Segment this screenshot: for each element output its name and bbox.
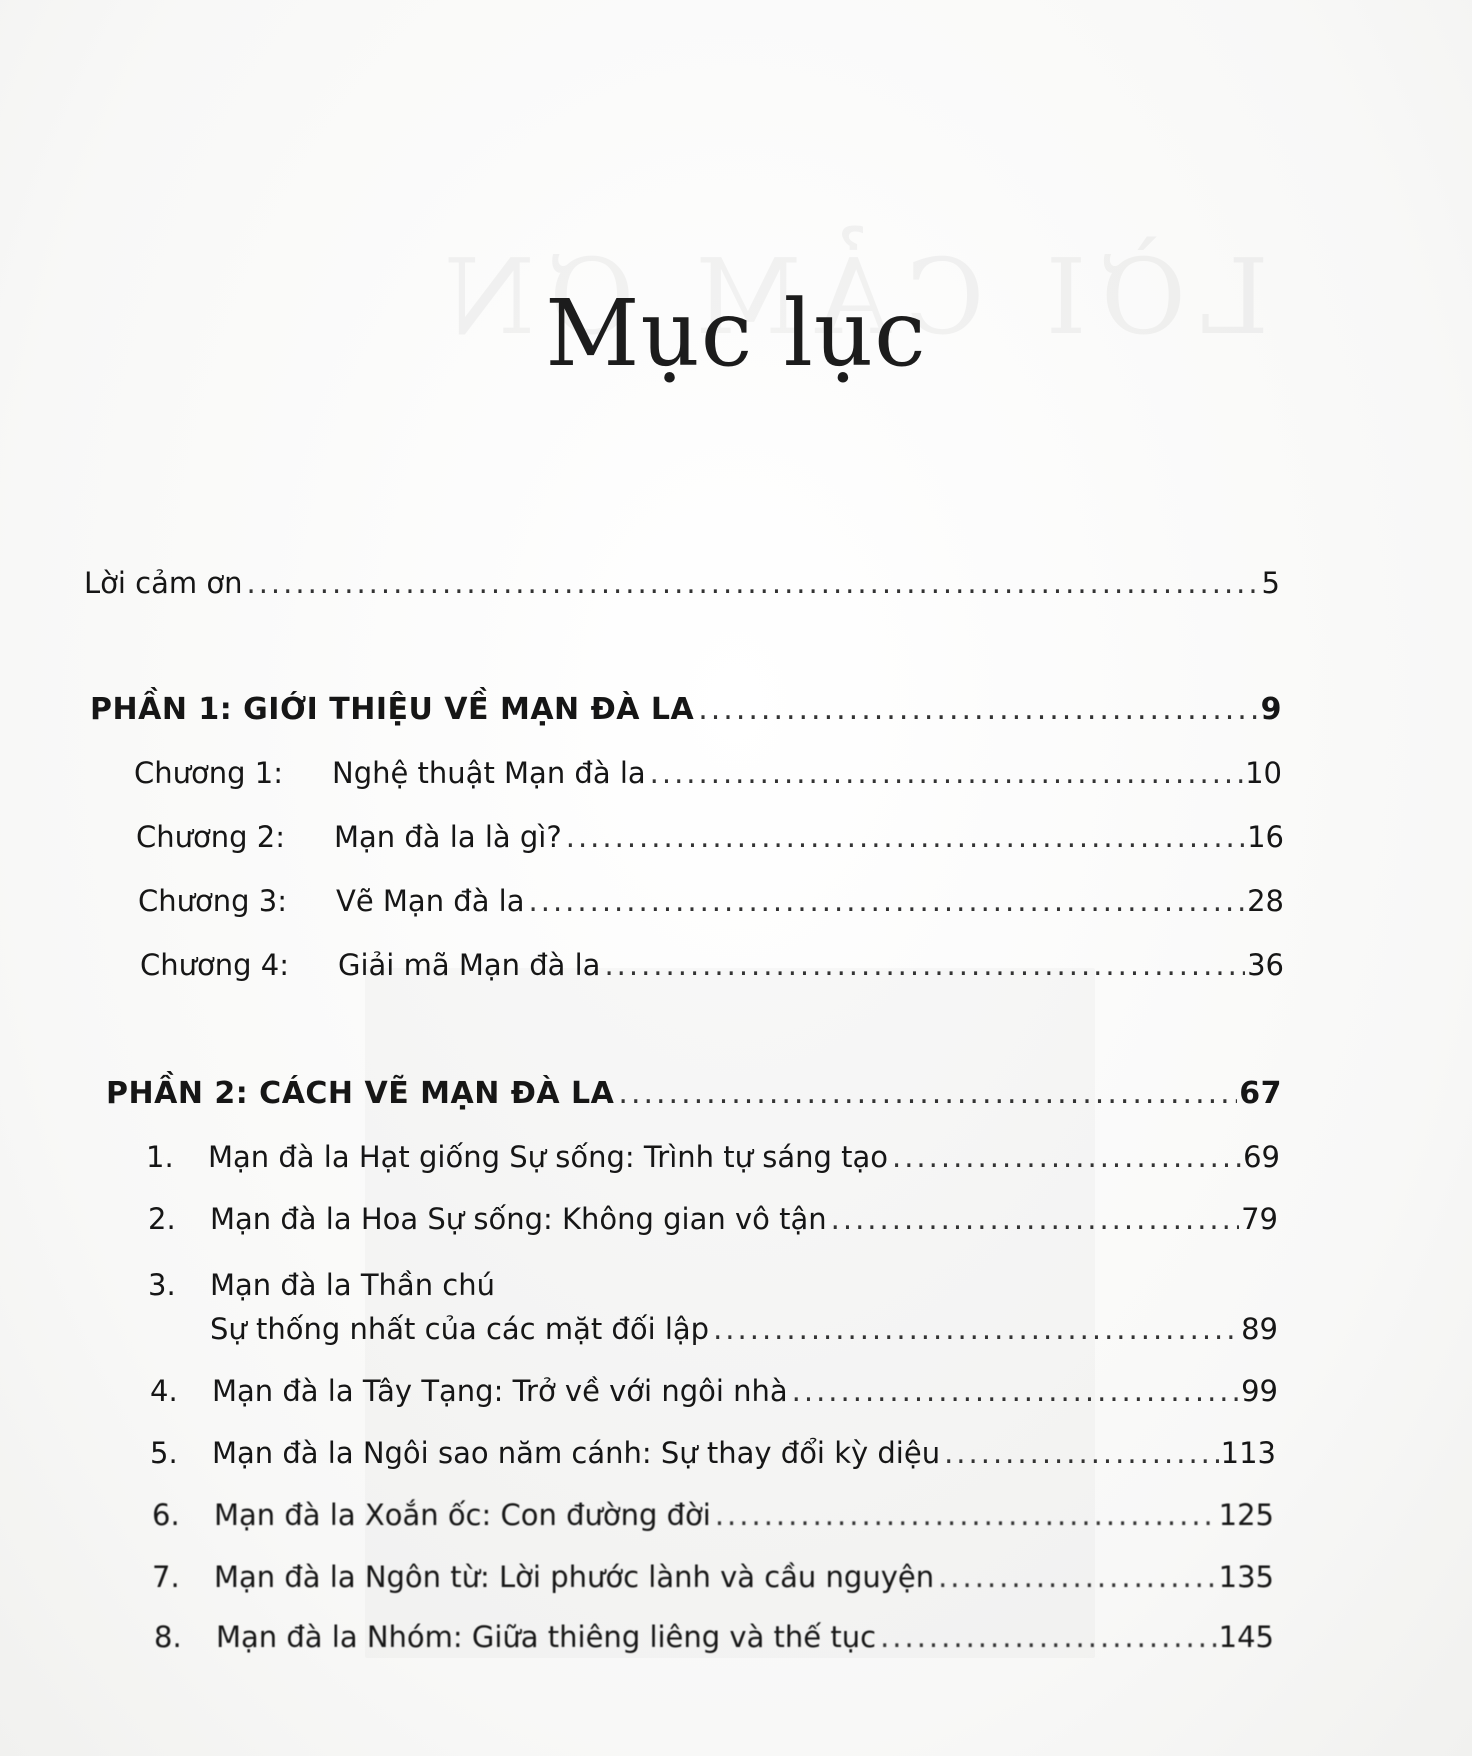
toc-section xyxy=(148,1202,1278,1236)
toc-page-number: 28 xyxy=(1247,884,1284,918)
toc-section xyxy=(154,1620,1274,1654)
dot-leader xyxy=(831,1202,1239,1236)
chapter-title: Nghệ thuật Mạn đà la xyxy=(332,756,646,790)
dot-leader xyxy=(529,884,1246,918)
section-title: Mạn đà la Hạt giống Sự sống: Trình tự sáng tạo xyxy=(208,1140,888,1174)
toc-page-number: 135 xyxy=(1218,1560,1274,1594)
toc-section xyxy=(210,1312,1278,1346)
section-number: 3. xyxy=(148,1268,176,1302)
dot-leader xyxy=(892,1140,1241,1174)
toc-entry-acknowledgements xyxy=(84,566,1280,600)
dot-leader xyxy=(713,1312,1239,1346)
toc-page-number: 113 xyxy=(1220,1436,1276,1470)
toc-page-number: 16 xyxy=(1247,820,1284,854)
section-number: 7. xyxy=(152,1560,180,1594)
dot-leader xyxy=(698,692,1258,727)
section-title: Mạn đà la Nhóm: Giữa thiêng liêng và thế tục xyxy=(216,1620,877,1654)
section-title: Mạn đà la Xoắn ốc: Con đường đời xyxy=(214,1498,711,1532)
section-title: Mạn đà la Ngôn từ: Lời phước lành và cầu nguyện xyxy=(214,1560,935,1594)
section-number: 6. xyxy=(152,1498,180,1532)
section-number: 5. xyxy=(150,1436,178,1470)
toc-section xyxy=(152,1498,1274,1532)
dot-leader xyxy=(650,756,1243,790)
toc-page-number: 125 xyxy=(1218,1498,1274,1532)
chapter-title: Vẽ Mạn đà la xyxy=(336,884,525,918)
toc-page-number: 36 xyxy=(1247,948,1284,982)
toc-page-number: 89 xyxy=(1241,1312,1278,1346)
toc-chapter xyxy=(140,948,1284,982)
toc-part-label: PHẦN 2: CÁCH VẼ MẠN ĐÀ LA xyxy=(106,1076,615,1111)
toc-entry-label: Lời cảm ơn xyxy=(84,566,243,600)
toc-page-number: 9 xyxy=(1260,692,1282,727)
section-number: 4. xyxy=(150,1374,178,1408)
chapter-number: Chương 2: xyxy=(136,820,285,854)
section-number: 1. xyxy=(146,1140,174,1174)
chapter-title: Mạn đà la là gì? xyxy=(334,820,562,854)
toc-chapter xyxy=(136,820,1284,854)
toc-page-number: 10 xyxy=(1245,756,1282,790)
toc-section-title-line1 xyxy=(148,1268,495,1302)
section-number: 2. xyxy=(148,1202,176,1236)
chapter-title: Giải mã Mạn đà la xyxy=(338,948,601,982)
dot-leader xyxy=(944,1436,1219,1470)
chapter-number: Chương 3: xyxy=(138,884,287,918)
toc-page-number: 69 xyxy=(1243,1140,1280,1174)
page-title: Mục lục xyxy=(545,280,927,387)
dot-leader xyxy=(566,820,1245,854)
toc-page-number: 67 xyxy=(1239,1076,1282,1111)
section-title: Mạn đà la Hoa Sự sống: Không gian vô tận xyxy=(210,1202,827,1236)
section-title: Mạn đà la Thần chú xyxy=(210,1268,496,1302)
toc-section xyxy=(150,1436,1276,1470)
dot-leader xyxy=(246,566,1259,600)
toc-page-number: 79 xyxy=(1241,1202,1278,1236)
toc-page-number: 5 xyxy=(1261,566,1280,600)
toc-chapter xyxy=(134,756,1282,790)
dot-leader xyxy=(938,1560,1217,1594)
toc-section xyxy=(146,1140,1280,1174)
dot-leader xyxy=(604,948,1245,982)
chapter-number: Chương 1: xyxy=(134,756,283,790)
section-title: Mạn đà la Ngôi sao năm cánh: Sự thay đổi kỳ diệu xyxy=(212,1436,941,1470)
toc-page-number: 145 xyxy=(1218,1620,1274,1654)
toc-chapter xyxy=(138,884,1284,918)
toc-part-1 xyxy=(90,692,1282,727)
toc-part-2 xyxy=(106,1076,1282,1111)
section-title: Mạn đà la Tây Tạng: Trở về với ngôi nhà xyxy=(212,1374,788,1408)
toc-section xyxy=(150,1374,1278,1408)
dot-leader xyxy=(618,1076,1237,1111)
dot-leader xyxy=(880,1620,1217,1654)
section-number: 8. xyxy=(154,1620,182,1654)
chapter-number: Chương 4: xyxy=(140,948,289,982)
section-title-continued: Sự thống nhất của các mặt đối lập xyxy=(210,1312,710,1346)
toc-part-label: PHẦN 1: GIỚI THIỆU VỀ MẠN ĐÀ LA xyxy=(90,692,695,727)
toc-page-number: 99 xyxy=(1241,1374,1278,1408)
dot-leader xyxy=(715,1498,1217,1532)
toc-section xyxy=(152,1560,1274,1594)
dot-leader xyxy=(792,1374,1239,1408)
